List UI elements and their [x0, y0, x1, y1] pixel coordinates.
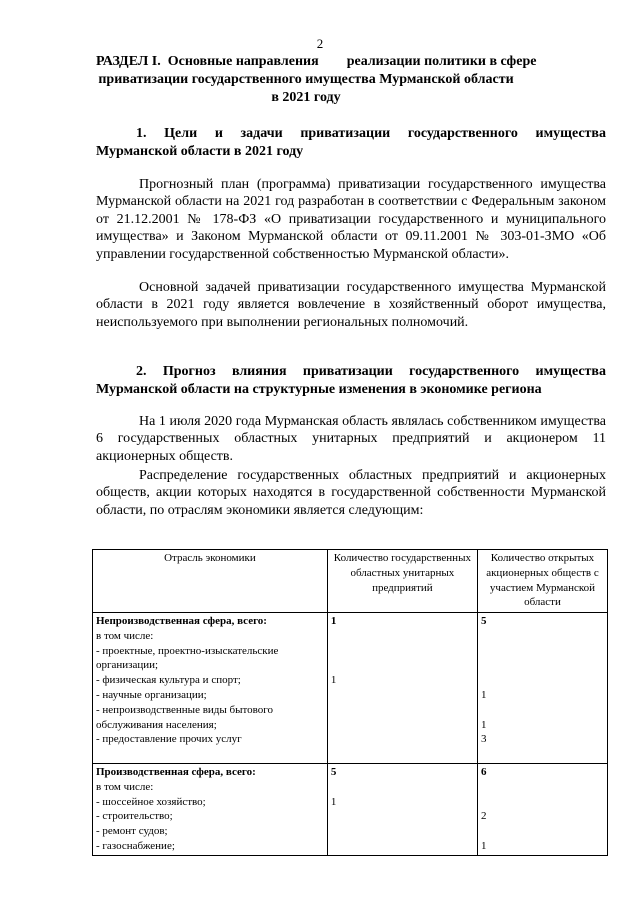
- table-cell-value: [331, 839, 474, 854]
- table-header-unitary-enterprises: Количество государственных областных унитарных предприятий: [327, 550, 477, 613]
- table-cell-value: [481, 795, 604, 810]
- table-cell-value: [481, 629, 604, 644]
- group-production-total-col2: 5: [330, 765, 337, 778]
- heading-1-line2: Мурманской области в 2021 году: [96, 144, 304, 159]
- table-cell-label: - предоставление прочих услуг: [96, 733, 242, 746]
- table-cell-value: [331, 644, 474, 659]
- table-cell-label: в том числе:: [96, 629, 154, 642]
- table-cell-value: [331, 824, 474, 839]
- table-header-industry: Отрасль экономики: [93, 550, 328, 613]
- table-cell-value: [331, 732, 474, 747]
- group-production-labels: [93, 763, 328, 855]
- table-cell-value: [331, 688, 474, 703]
- table-cell-value: [331, 629, 474, 644]
- table-cell-value: [481, 658, 604, 673]
- heading-1-line1: 1. Цели и задачи приватизации государственного имущества: [136, 126, 606, 141]
- paragraph-4: Распределение государственных областных предприятий и акционерных обществ, акции которых находятся в государственной собственности Мурманской области, по отраслям экономики является следующим:: [96, 468, 606, 518]
- table-cell-label: организации;: [96, 659, 159, 672]
- table-cell-label: - научные организации;: [96, 688, 207, 701]
- section-title-line1: РАЗДЕЛ I. Основные направления реализации политики в сфере: [96, 54, 537, 69]
- group-nonproduction-col2: [327, 613, 477, 764]
- page-number: 2: [316, 36, 324, 51]
- table-cell-value: 1: [480, 718, 487, 731]
- table-cell-value: [331, 809, 474, 824]
- table-row-group-production: [93, 763, 608, 855]
- table-header-row: [93, 550, 608, 613]
- table-cell-value: [331, 703, 474, 718]
- group-nonproduction-labels: [93, 613, 328, 764]
- group-nonproduction-title: Непроизводственная сфера, всего:: [96, 615, 267, 627]
- section-title-line3: в 2021 году: [271, 90, 341, 105]
- section-title: [96, 53, 537, 107]
- group-production-col3: [477, 763, 607, 855]
- heading-2: [96, 363, 606, 399]
- group-production-col2: [327, 763, 477, 855]
- table-cell-value: [481, 644, 604, 659]
- table-cell-label: - строительство;: [96, 810, 173, 823]
- table-cell-value: 1: [480, 839, 487, 852]
- group-nonproduction-total-col2: 1: [330, 615, 337, 627]
- table-cell-value: 1: [330, 795, 337, 808]
- heading-2-line2: Мурманской области на структурные изменения в экономике региона: [96, 382, 542, 397]
- group-nonproduction-total-col3: 5: [480, 615, 487, 627]
- table-cell-label: - газоснабжение;: [96, 839, 175, 852]
- table-cell-value: 1: [330, 674, 337, 687]
- group-nonproduction-col3: [477, 613, 607, 764]
- table-cell-label: - физическая культура и спорт;: [96, 674, 241, 687]
- table-cell-value: [331, 780, 474, 795]
- group-production-title: Производственная сфера, всего:: [96, 765, 256, 778]
- table-cell-value: [481, 673, 604, 688]
- section-title-line2: приватизации государственного имущества Мурманской области: [98, 72, 514, 87]
- table-cell-label: - ремонт судов;: [96, 825, 168, 838]
- table-cell-label: - проектные, проектно-изыскательские: [96, 644, 279, 657]
- table-cell-label: - шоссейное хозяйство;: [96, 795, 206, 808]
- table-cell-value: [331, 718, 474, 733]
- table-cell-value: [331, 658, 474, 673]
- table-cell-value: [481, 824, 604, 839]
- table-cell-value: [481, 780, 604, 795]
- group-production-total-col3: 6: [480, 765, 487, 778]
- paragraph-3: На 1 июля 2020 года Мурманская область являлась собственником имущества 6 государственных областных унитарных предприятий и акционером 11 акционерных обществ.: [96, 414, 606, 464]
- table-cell-label: в том числе:: [96, 780, 154, 793]
- table-cell-value: 3: [480, 733, 487, 746]
- table-cell-value: 2: [480, 810, 487, 823]
- paragraph-2: Основной задачей приватизации государственного имущества Мурманской области в 2021 году является вовлечение в хозяйственный оборот имущества, неиспользуемого при выполнении региональных полномочий.: [96, 280, 606, 330]
- table-cell-label: - непроизводственные виды бытового: [96, 703, 274, 716]
- table-row-group-nonproduction: [93, 613, 608, 764]
- table-cell-value: [481, 703, 604, 718]
- table-header-joint-stock-companies: Количество открытых акционерных обществ с участием Мурманской области: [477, 550, 607, 613]
- paragraph-1: Прогнозный план (программа) приватизации государственного имущества Мурманской области на 2021 год разработан в соответствии с Федеральным законом от 21.12.2001 № 178-ФЗ «О приватизации государственного и муниципального имущества» и Законом Мурманской области от 09.11.2001 № 303-01-ЗМО «Об управлении государственной собственностью Мурманской области».: [96, 177, 606, 262]
- heading-2-line1: 2. Прогноз влияния приватизации государственного имущества: [136, 364, 606, 379]
- table-spacer: [96, 747, 324, 762]
- table-cell-value: 1: [480, 688, 487, 701]
- table-cell-label: обслуживания населения;: [96, 718, 217, 731]
- heading-1: [96, 125, 606, 161]
- industry-distribution-table: [92, 549, 608, 856]
